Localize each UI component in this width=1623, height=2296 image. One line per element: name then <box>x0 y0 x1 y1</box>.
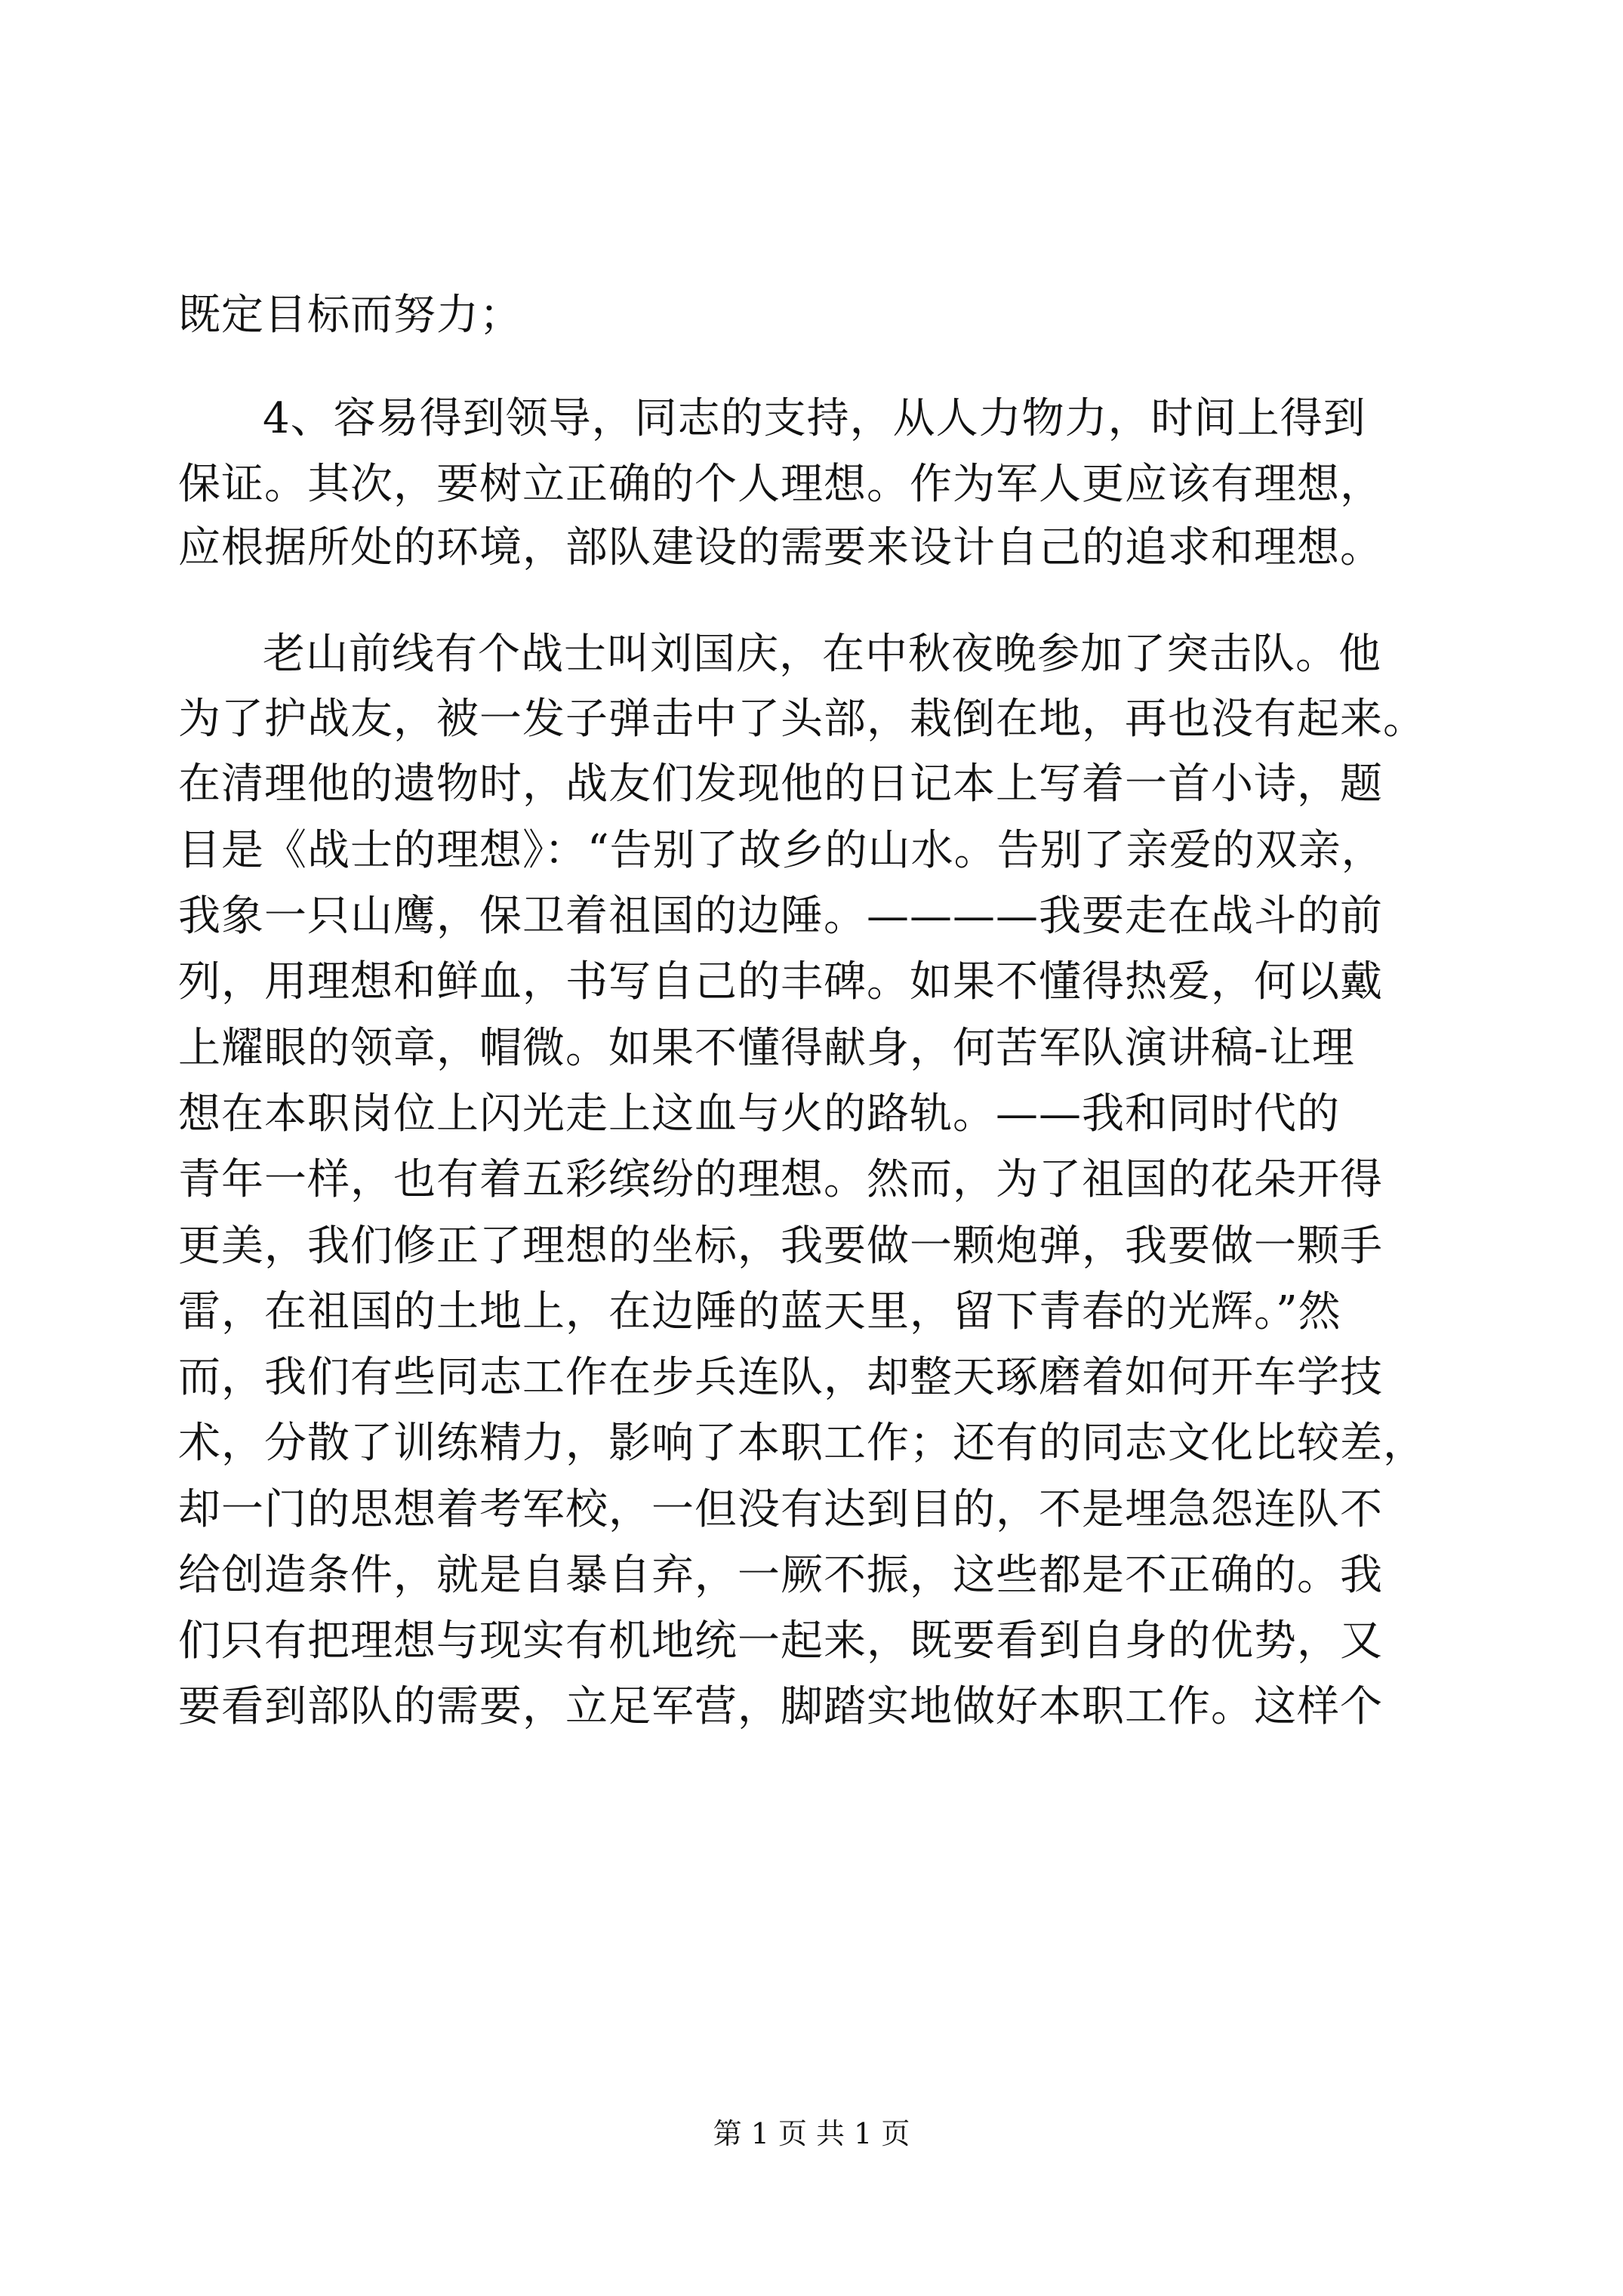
text-line: 雷，在祖国的土地上，在边陲的蓝天里，留下青春的光辉。”然 <box>178 1287 1341 1336</box>
text-line: 为了护战友，被一发子弹击中了头部，栽倒在地，再也没有起来。 <box>178 695 1426 744</box>
text-line: 却一门的思想着考军校，一但没有达到目的，不是埋急怨连队不 <box>178 1485 1383 1534</box>
text-line: 保证。其次，要树立正确的个人理想。作为军人更应该有理想， <box>178 460 1383 509</box>
page-footer: 第 1 页 共 1 页 <box>713 2117 910 2150</box>
text-line: 们只有把理想与现实有机地统一起来，既要看到自身的优势，又 <box>178 1616 1383 1666</box>
text-line: 要看到部队的需要，立足军营，脚踏实地做好本职工作。这样个 <box>178 1682 1383 1731</box>
text-line: 列，用理想和鲜血，书写自己的丰碑。如果不懂得热爱，何以戴 <box>178 957 1383 1006</box>
text-line: 应根据所处的环境，部队建设的需要来设计自己的追求和理想。 <box>178 523 1383 572</box>
text-line: 而，我们有些同志工作在步兵连队，却整天琢磨着如何开车学技 <box>178 1353 1383 1402</box>
text-line: 青年一样，也有着五彩缤纷的理想。然而，为了祖国的花朵开得 <box>178 1155 1383 1204</box>
text-line: 上耀眼的领章，帽微。如果不懂得献身，何苦军队演讲稿-让理 <box>178 1024 1355 1073</box>
text-line: 想在本职岗位上闪光走上这血与火的路轨。——我和同时代的 <box>178 1089 1340 1139</box>
text-line: 我象一只山鹰，保卫着祖国的边陲。————我要走在战斗的前 <box>178 892 1383 941</box>
text-line: 给创造条件，就是自暴自弃，一厥不振，这些都是不正确的。我 <box>178 1551 1383 1600</box>
text-line: 老山前线有个战士叫刘国庆，在中秋夜晚参加了突击队。他 <box>263 630 1381 679</box>
text-line: 术，分散了训练精力，影响了本职工作；还有的同志文化比较差， <box>178 1419 1426 1468</box>
text-line: 目是《战士的理想》：“告别了故乡的山水。告别了亲爱的双亲， <box>178 826 1384 875</box>
text-line: 更美，我们修正了理想的坐标，我要做一颗炮弹，我要做一颗手 <box>178 1222 1383 1271</box>
text-line: 在清理他的遗物时，战友们发现他的日记本上写着一首小诗，题 <box>178 760 1383 809</box>
text-line: 4、容易得到领导，同志的支持，从人力物力，时间上得到 <box>263 394 1366 443</box>
text-line: 既定目标而努力； <box>178 291 522 340</box>
